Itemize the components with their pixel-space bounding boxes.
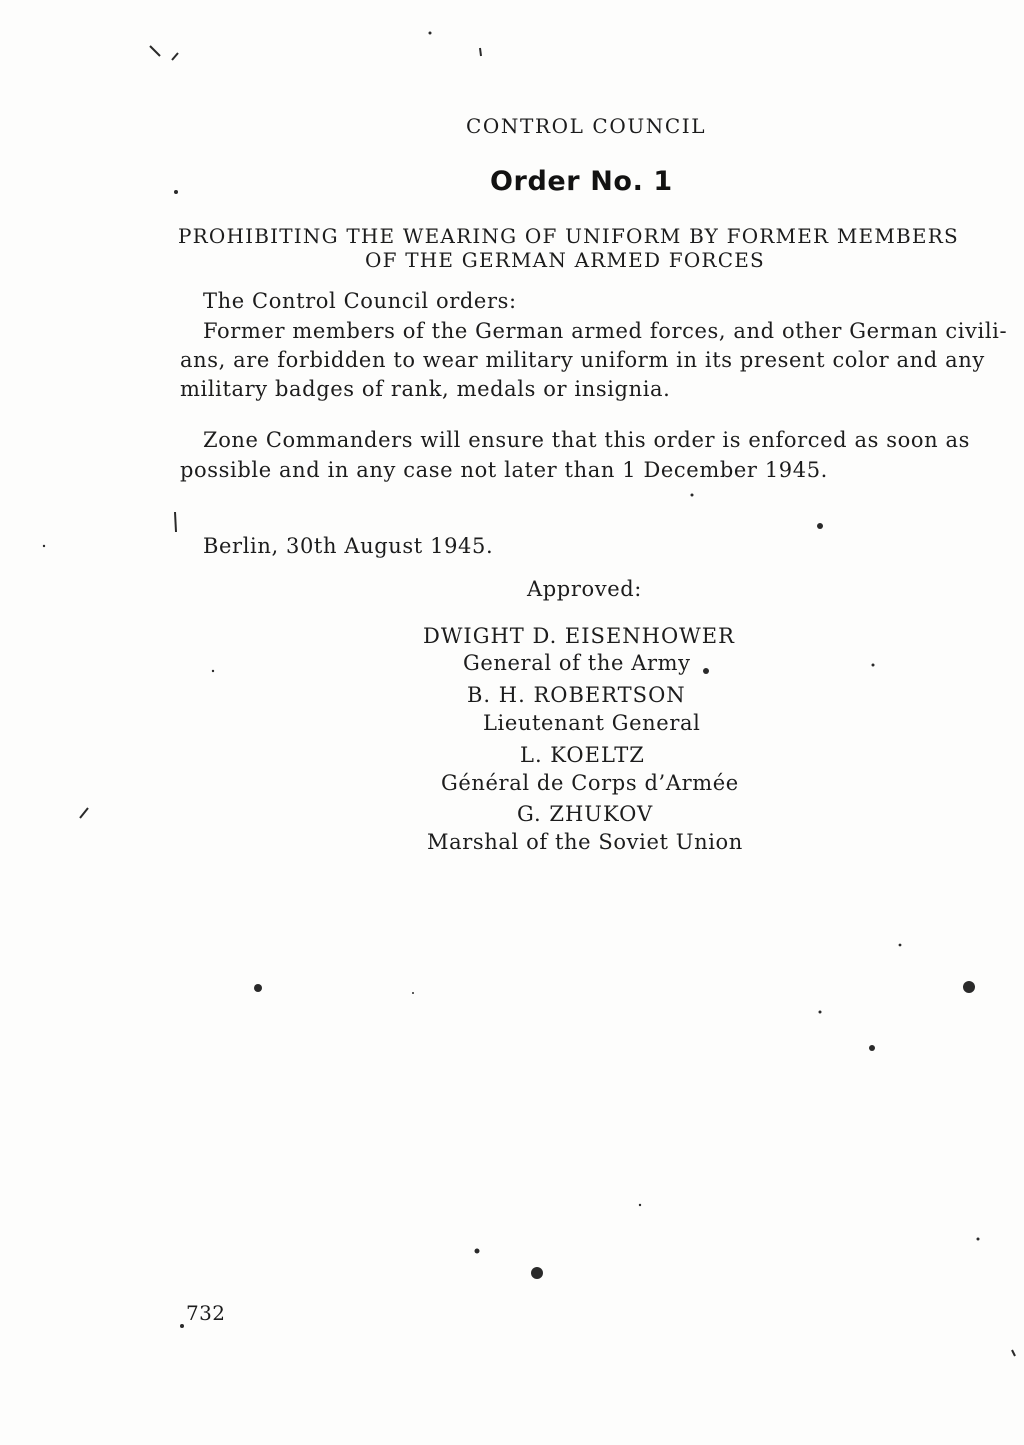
body-line-2: Former members of the German armed forces, and other German civili- [203, 319, 1008, 343]
signatory-name-zhukov: G. ZHUKOV [517, 802, 654, 826]
signatory-title-eisenhower: General of the Army [463, 651, 691, 675]
body-line-4: military badges of rank, medals or insignia. [180, 377, 671, 401]
body-line-1: The Control Council orders: [203, 289, 517, 313]
signatory-name-eisenhower: DWIGHT D. EISENHOWER [423, 624, 735, 648]
date-line: Berlin, 30th August 1945. [203, 534, 494, 558]
signatory-name-robertson: B. H. ROBERTSON [467, 683, 686, 707]
body-line-3: ans, are forbidden to wear military uniform in its present color and any [180, 348, 985, 372]
approved-label: Approved: [527, 577, 642, 601]
signatory-title-robertson: Lieutenant General [483, 711, 701, 735]
body-line-5: Zone Commanders will ensure that this order is enforced as soon as [203, 428, 971, 452]
signatory-name-koeltz: L. KOELTZ [520, 743, 645, 767]
body-line-6: possible and in any case not later than 1 December 1945. [180, 458, 828, 482]
subtitle-line-1: PROHIBITING THE WEARING OF UNIFORM BY FORMER MEMBERS [178, 224, 959, 248]
subtitle-line-2: OF THE GERMAN ARMED FORCES [365, 248, 765, 272]
header-control-council: CONTROL COUNCIL [466, 114, 707, 138]
signatory-title-zhukov: Marshal of the Soviet Union [427, 830, 743, 854]
order-title: Order No. 1 [490, 166, 673, 197]
signatory-title-koeltz: Général de Corps d’Armée [441, 771, 739, 795]
page-number: 732 [186, 1301, 226, 1325]
